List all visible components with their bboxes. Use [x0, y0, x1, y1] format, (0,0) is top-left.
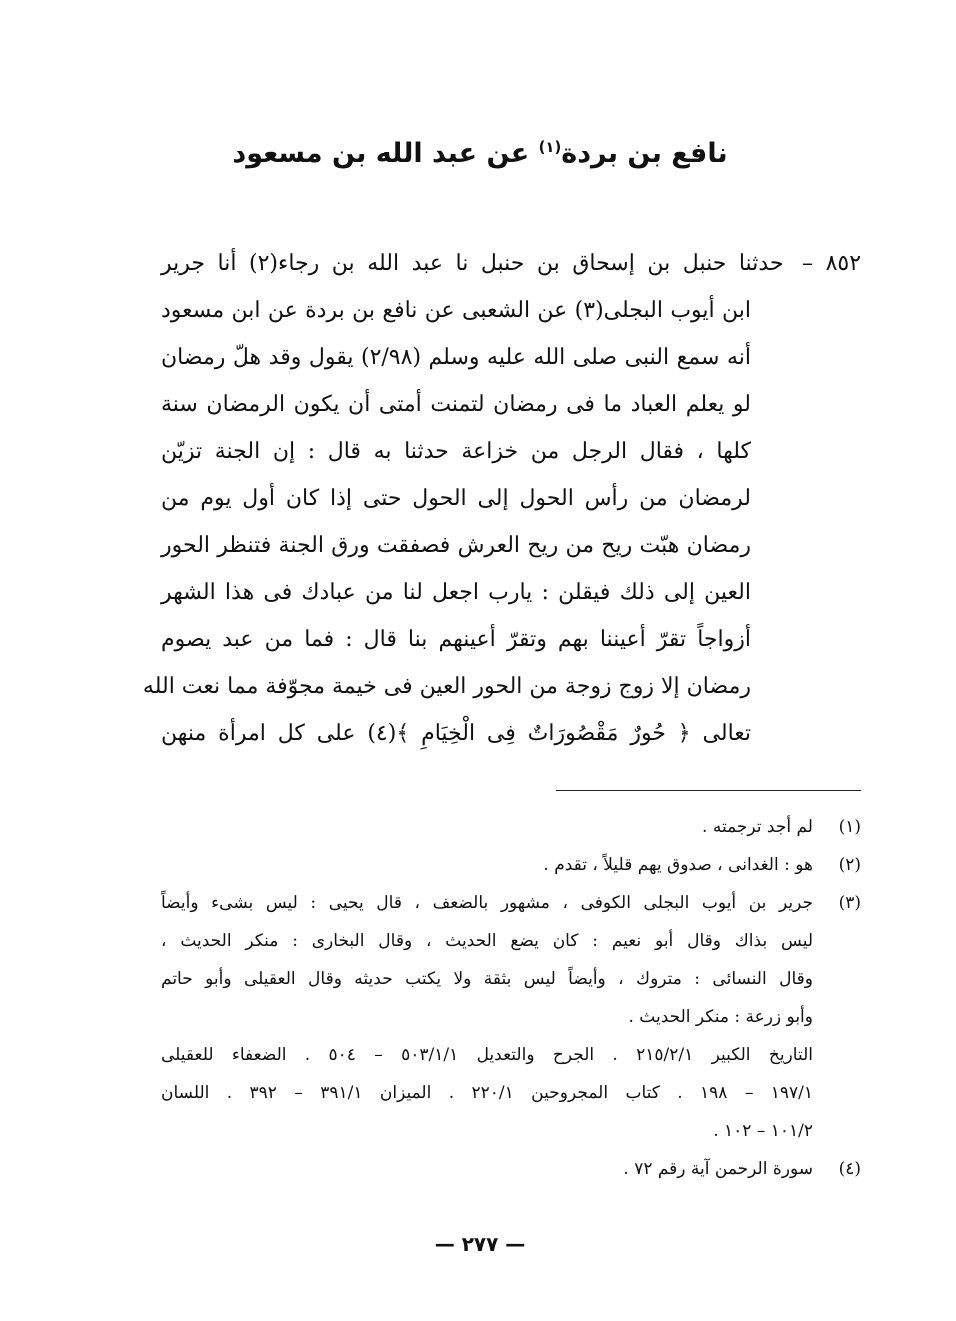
footnotes	[161, 808, 861, 1188]
hadith-line: ٨٥٢ – حدثنا حنبل بن إسحاق بن حنبل نا عبد الله بن رجاء(٢) أنا جرير	[161, 251, 862, 276]
footnote-3	[161, 884, 861, 1150]
hadith-entry	[142, 240, 862, 757]
hadith-line: العين إلى ذلك فيقلن : يارب اجعل لنا من عبادك فى هذا الشهر	[161, 580, 751, 605]
hadith-line: كلها ، فقال الرجل من خزاعة حدثنا به قال : إن الجنة تزيّن	[161, 439, 751, 464]
footnote-1	[161, 808, 861, 846]
footnote-number: (٤)	[838, 1159, 861, 1179]
footnote-2	[161, 846, 861, 884]
page-number: — ٢٧٧ —	[434, 1232, 526, 1256]
hadith-line: لرمضان من رأس الحول إلى الحول حتى إذا كان أول يوم من	[161, 486, 751, 511]
hadith-line: رمضان إلا زوج زوجة من الحور العين فى خيمة مجوّفة مما نعت الله	[142, 674, 751, 699]
footnote-text: لم أجد ترجمته .	[702, 817, 813, 837]
footnote-separator	[556, 790, 861, 791]
hadith-line: أزواجاً تقرّ أعيننا بهم وتقرّ أعينهم بنا قال : فما من عبد يصوم	[161, 627, 751, 652]
footnote-number: (٣)	[838, 893, 861, 913]
hadith-number: ٨٥٢ –	[802, 251, 862, 276]
chapter-heading	[200, 138, 760, 169]
hadith-line: تعالى ﴿ حُورٌ مَقْصُورَاتٌ فِى الْخِيَامِ ﴾(٤) على كل امرأة منهن	[161, 721, 752, 746]
hadith-line: أنه سمع النبى صلى الله عليه وسلم (٢/٩٨) يقول وقد هلّ رمضان	[161, 345, 751, 370]
heading-text-end: عن عبد الله بن مسعود	[232, 138, 539, 169]
hadith-line: لو يعلم العباد ما فى رمضان لتمنت أمتى أن يكون الرمضان سنة	[161, 392, 751, 417]
footnote-text: هو : الغدانى ، صدوق يهم قليلاً ، تقدم .	[543, 855, 813, 875]
footnote-text: جرير بن أيوب البجلى الكوفى ، مشهور بالضعف ، قال يحيى : ليس بشىء وأيضاً ليس بذاك وقال أبو نعيم : كان يضع الحديث ، وقال البخارى : منكر الحديث ، وقال النسائى : متروك ، وأيضاً ليس بثقة ولا يكتب حديثه وقال العقيلى وأبو حاتم وأبو زرعة : منكر الحديث . التاريخ الكبير ٢١٥/٢/١ . الجرح والتعديل ٥٠٣/١/١ – ٥٠٤ . الضعفاء للعقيلى ١٩٧/١ – ١٩٨ . كتاب المجروحين ٢٢٠/١ . الميزان ٣٩١/١ – ٣٩٢ . اللسان ١٠١/٢ – ١٠٢ .	[161, 893, 813, 1141]
heading-text-start: نافع بن بردة	[561, 138, 728, 169]
footnote-number: (٢)	[838, 855, 861, 875]
hadith-line: رمضان هبّت ريح من ريح العرش فصفقت ورق الجنة فتنظر الحور	[161, 533, 751, 558]
footnote-number: (١)	[838, 817, 861, 837]
hadith-line: ابن أيوب البجلى(٣) عن الشعبى عن نافع بن بردة عن ابن مسعود	[161, 298, 751, 323]
footnote-text: سورة الرحمن آية رقم ٧٢ .	[623, 1159, 813, 1179]
footnote-ref-1: (١)	[538, 138, 562, 156]
footnote-4	[161, 1150, 861, 1188]
